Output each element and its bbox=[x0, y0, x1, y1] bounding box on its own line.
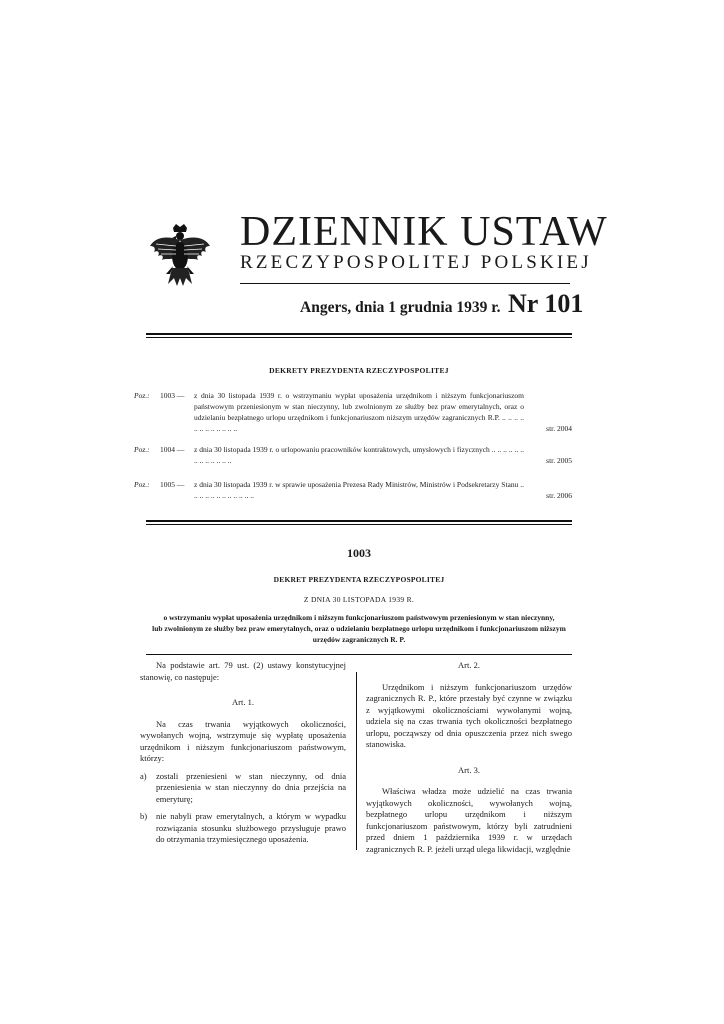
decree-date: Z DNIA 30 LISTOPADA 1939 R. bbox=[303, 595, 415, 604]
left-column bbox=[140, 658, 346, 846]
journal-title: DZIENNIK USTAW bbox=[240, 209, 608, 255]
toc-entry bbox=[134, 390, 572, 436]
header-rule-thin bbox=[146, 337, 572, 338]
toc-entry bbox=[134, 479, 572, 503]
decree-subject bbox=[138, 612, 580, 645]
toc-entry bbox=[134, 444, 572, 468]
toc-text: z dnia 30 listopada 1939 r. w sprawie uposażenia Prezesa Rady Ministrów, Ministrów i Podsekretarzy Stanu .. .. .. .. .. .. .. .. .. .. .. .. bbox=[194, 480, 524, 500]
article-text: Urzędnikom i niższym funkcjonariuszom urzędów zagranicznych R. P., które przestały być czynne w związku z wyjątkowymi okolicznościami wywołanymi wojną, udziela się na czas trwania tych okoliczności bezpłatnego urlopu, począwszy od dnia opuszczenia przez nich swego stanowiska. bbox=[366, 681, 572, 749]
toc-number: 1005 — bbox=[160, 480, 185, 489]
article-heading: Art. 3. bbox=[458, 764, 480, 775]
list-text: nie nabyli praw emerytalnych, a którym w wypadku rozwiązania stosunku służbowego przysługuje prawo do otrzymania trzymiesięcznego uposażenia. bbox=[156, 811, 346, 844]
title-rule bbox=[240, 283, 570, 284]
toc-number: 1003 — bbox=[160, 391, 185, 400]
article-heading: Art. 1. bbox=[232, 697, 254, 707]
decree-title: DEKRET PREZYDENTA RZECZYPOSPOLITEJ bbox=[273, 575, 445, 584]
contents-rule bbox=[146, 520, 572, 522]
toc-pos-label: Poz.: bbox=[134, 445, 150, 454]
toc-number: 1004 — bbox=[160, 445, 185, 454]
toc-page: str. 2004 bbox=[546, 424, 572, 433]
article-text: Na czas trwania wyjątkowych okoliczności, wywołanych wojną, wstrzymuje się wypłatę uposażenia urzędnikom i niższym funkcjonariuszom państwowym, którzy: bbox=[140, 718, 346, 763]
header-rule bbox=[146, 333, 572, 335]
list-item bbox=[140, 811, 346, 846]
decree-subject-line: lub zwolnionym ze służby bez praw emerytalnych, oraz o udzielaniu bezpłatnego urlopu urzędnikom i funkcjonariuszom niższym bbox=[152, 624, 566, 633]
list-label: b) bbox=[140, 811, 148, 821]
toc-pos-label: Poz.: bbox=[134, 391, 150, 400]
toc-page: str. 2006 bbox=[546, 491, 572, 500]
decree-subject-line: urzędów zagranicznych R. P. bbox=[312, 635, 406, 644]
list-label: a) bbox=[140, 770, 147, 781]
list-text: zostali przeniesieni w stan nieczynny, od dnia przeniesienia w stan nieczynny do dnia przejścia na emeryturę; bbox=[156, 770, 346, 804]
journal-subtitle: RZECZYPOSPOLITEJ POLSKIEJ bbox=[240, 252, 592, 273]
right-column bbox=[366, 658, 572, 855]
toc-page: str. 2005 bbox=[546, 456, 572, 465]
decree-rule bbox=[146, 654, 572, 655]
polish-eagle-emblem bbox=[146, 222, 214, 290]
decree-subject-line: o wstrzymaniu wypłat uposażenia urzędnikom i niższym funkcjonariuszom państwowym przeniesionym w stan nieczynny, bbox=[163, 613, 555, 622]
toc-text: z dnia 30 listopada 1939 r. o wstrzymaniu wypłat uposażenia urzędnikom i niższym funkcjonariuszom państwowym przeniesionym w stan nieczynny, lub zwolnionym ze służby bez praw emerytalnych, oraz o udzielaniu bezpłatnego urlopu urzędnikom i funkcjonariuszom niższym urzędów zagranicznych R.P. .. .. .. .. .. .. .. .. .. .. .. .. bbox=[194, 391, 524, 433]
contents-rule-thin bbox=[146, 524, 572, 525]
article-heading: Art. 2. bbox=[458, 660, 480, 670]
contents-heading: DEKRETY PREZYDENTA RZECZYPOSPOLITEJ bbox=[269, 366, 449, 375]
toc-text: z dnia 30 listopada 1939 r. o urlopowaniu pracowników kontraktowych, umysłowych i fizycznych .. .. .. .. .. .. .. .. .. .. .. .. .. bbox=[194, 445, 524, 465]
decree-number: 1003 bbox=[347, 546, 371, 560]
column-divider bbox=[356, 672, 357, 850]
list-item bbox=[140, 771, 346, 806]
issue-number: Nr 101 bbox=[508, 289, 584, 318]
article-text: Właściwa władza może udzielić na czas trwania wyjątkowych okoliczności, wywołanych wojną, bezpłatnego urlopu urzędnikom i niższym funkcjonariuszom państwowym, którzy byli zatrudnieni przed dniem 1 października 1939 r. w urzędach zagranicznych R. P. jeżeli urząd ulega likwidacji, względnie bbox=[366, 786, 572, 854]
dateline: Angers, dnia 1 grudnia 1939 r. bbox=[300, 299, 501, 316]
preamble: Na podstawie art. 79 ust. (2) ustawy konstytucyjnej stanowię, co następuje: bbox=[140, 660, 346, 682]
toc-pos-label: Poz.: bbox=[134, 480, 150, 489]
